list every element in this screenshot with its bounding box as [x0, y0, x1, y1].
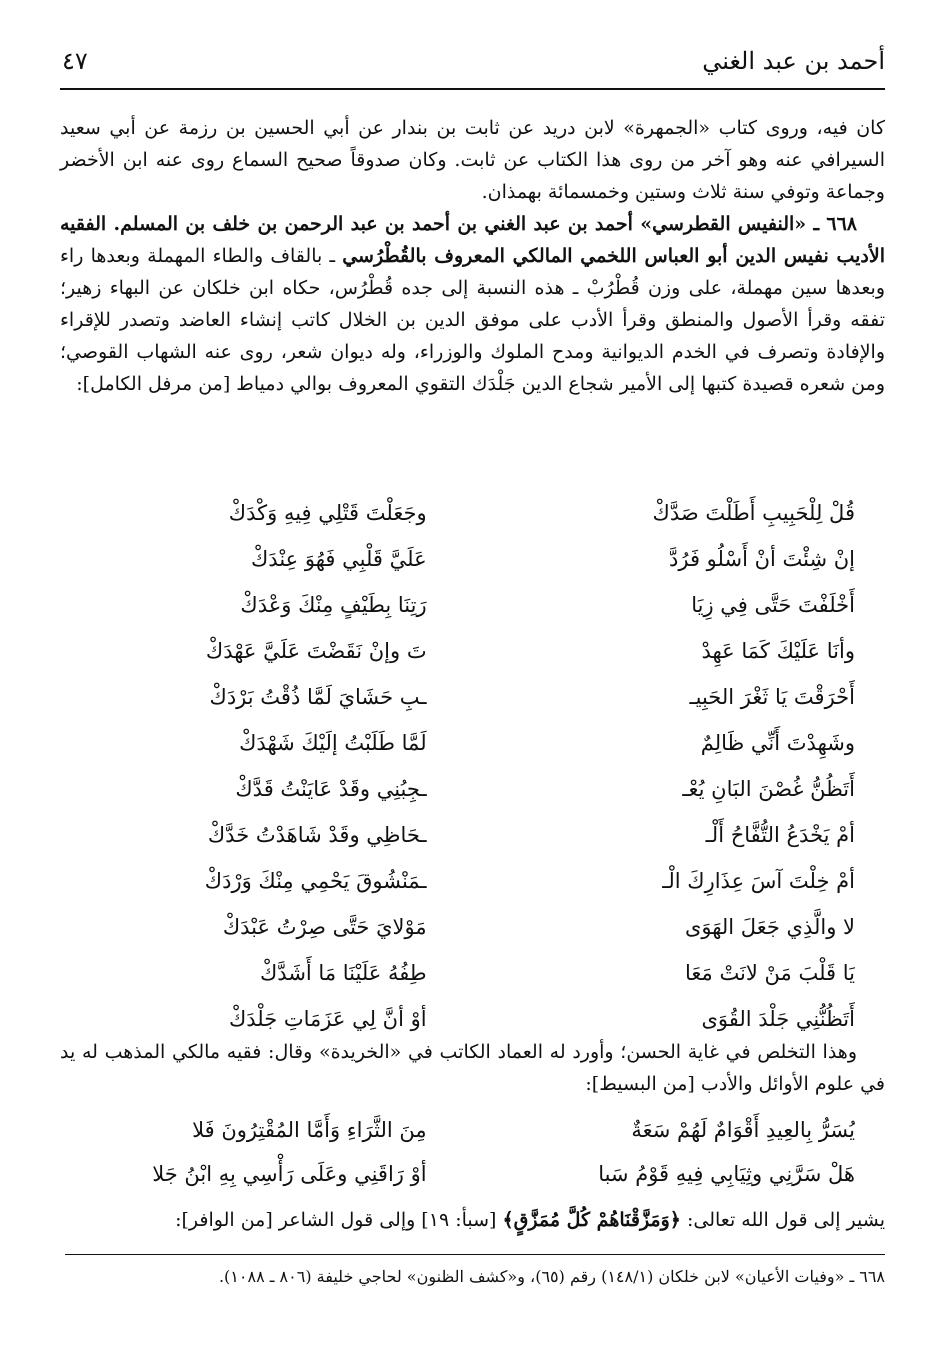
poem-verse [90, 950, 855, 996]
poem-verse [90, 720, 855, 766]
header-divider [60, 88, 885, 90]
poem-verse [90, 674, 855, 720]
intro-paragraph: كان فيه، وروى كتاب «الجمهرة» لابن دريد عن ثابت بن بندار عن أبي الحسين بن رزمة عن أبي سعيد السيرافي عنه وهو آخر من روى هذا الكتاب عن ثابت. وكان صدوقاً صحيح السماع روى عنه ابن الأخضر وجماعة وتوفي سنة ثلاث وستين وخمسمائة بهمذان. [60, 117, 885, 203]
poem-verse [90, 1108, 855, 1152]
verse-second-hemistich: ـجِبُنِي وقَدْ عَايَنْتُ قَدَّكْ [235, 777, 427, 801]
verse-second-hemistich: أوْ رَاقَنِي وعَلَى رَأْسِي بِهِ ابْنُ جَلا [152, 1162, 427, 1186]
verse-second-hemistich: لَمَّا طَلَبْتُ إلَيْكَ شَهْدَكْ [239, 731, 427, 755]
verse-second-hemistich: تَ وإنْ نَقَضْتَ عَلَيَّ عَهْدَكْ [205, 639, 427, 663]
poem-verse [90, 858, 855, 904]
verse-second-hemistich: ـبِ حَشَايَ لَمَّا ذُقْتُ بَرْدَكْ [209, 685, 427, 709]
verse-first-hemistich: يَا قَلْبَ مَنْ لانَتْ مَعَا [684, 961, 855, 985]
poem-main [90, 490, 855, 1042]
verse-second-hemistich: مَوْلايَ حَتَّى صِرْتُ عَبْدَكْ [222, 915, 427, 939]
verse-first-hemistich: هَلْ سَرَّنِي وثِيَابِي فِيهِ قَوْمُ سَبا [598, 1162, 855, 1186]
after-poem-text: وهذا التخلص في غاية الحسن؛ وأورد له العماد الكاتب في «الخريدة» وقال: فقيه مالكي المذهب له يد في علوم الأوائل والأدب [من البسيط]: [60, 1041, 885, 1095]
verse-first-hemistich: وشَهِدْتَ أَنِّي ظَالِمٌ [700, 731, 855, 755]
poem-verse [90, 1152, 855, 1196]
verse-second-hemistich: وجَعَلْتَ قَتْلِي فِيهِ وَكْدَكْ [228, 501, 427, 525]
footnote: ٦٦٨ ـ «وفيات الأعيان» لابن خلكان (١٤٨/١) رقم (٦٥)، و«كشف الظنون» لحاجي خليفة (٨٠٦ ـ ١٠٨٨). [218, 1267, 885, 1286]
verse-first-hemistich: وأنَا عَلَيْكَ كَمَا عَهِدْ [701, 639, 855, 663]
poem-secondary [90, 1108, 855, 1196]
poem-verse [90, 812, 855, 858]
page-number: ٤٧ [62, 47, 88, 75]
verse-first-hemistich: إنْ شِئْتَ أنْ أَسْلُو فَرُدَّ [669, 547, 855, 571]
verse-first-hemistich: أَتَظُنُّ غُصْنَ البَانِ يُعْـ [682, 777, 855, 801]
poem-verse [90, 536, 855, 582]
verse-first-hemistich: أَخْلَفْتَ حَتَّى فِي زِيَا [691, 593, 855, 617]
entry-heading: ٦٦٨ ـ «النفيس القطرسي» أحمد بن عبد الغني بن أحمد بن عبد الرحمن بن خلف بن المسلم. الفقيه الأديب نفيس الدين أبو العباس اللخمي المالكي المعروف بالقُطْرُسي [60, 213, 886, 267]
entry-paragraph [60, 208, 885, 400]
verse-first-hemistich: أَتَظُنُّنِي جَلْدَ القُوَى [701, 1007, 855, 1031]
verse-second-hemistich: رَتِنَا بِطَيْفٍ مِنْكَ وَعْدَكْ [240, 593, 427, 617]
poem-verse [90, 582, 855, 628]
footnote-divider [65, 1254, 885, 1255]
poem-verse [90, 628, 855, 674]
citation-line [60, 1200, 885, 1240]
verse-second-hemistich: عَلَيَّ قَلْبِي فَهُوَ عِنْدَكْ [250, 547, 427, 571]
entry-body: ـ بالقاف والطاء المهملة وبعدها راء وبعدها سين مهملة، على وزن قُطْرُبْ ـ هذه النسبة إلى جده قُطْرُس، حكاه ابن خلكان عن البهاء زهير؛ تفقه وقرأ الأصول والمنطق وقرأ الأدب على موفق الدين بن الخلال كاتب إنشاء العاضد وتصدر للإقراء والإفادة وتصرف في الخدم الديوانية ومدح الملوك والوزراء، وله ديوان شعر، روى عنه الشهاب القوصي؛ ومن شعره قصيدة كتبها إلى الأمير شجاع الدين جَلْدَك التقوي المعروف بوالي دمياط [من مرفل الكامل]: [60, 245, 885, 395]
main-text [60, 112, 885, 400]
citation-suffix: [سبأ: ١٩] وإلى قول الشاعر [من الوافر]: [175, 1209, 503, 1231]
after-poem-paragraph [60, 1036, 885, 1100]
verse-first-hemistich: لا والَّذِي جَعَلَ الهَوَى [684, 915, 855, 939]
poem-verse [90, 490, 855, 536]
poem-verse [90, 766, 855, 812]
verse-first-hemistich: أمْ يَخْدَعُ التُّفَّاحُ أَلْـ [705, 823, 855, 847]
verse-second-hemistich: ـحَاظِي وقَدْ شَاهَدْتُ خَدَّكْ [207, 823, 427, 847]
verse-first-hemistich: يُسَرُّ بِالعِيدِ أَقْوَامٌ لَهُمْ سَعَةٌ [631, 1118, 855, 1142]
verse-second-hemistich: ـمَنْشُوقَ يَحْمِي مِنْكَ وَرْدَكْ [204, 869, 427, 893]
verse-second-hemistich: أوْ أنَّ لِي عَزَمَاتِ جَلْدَكْ [228, 1007, 427, 1031]
poem-verse [90, 904, 855, 950]
verse-first-hemistich: أمْ خِلْتَ آسَ عِذَارِكَ الْـ [662, 869, 855, 893]
running-header-title: أحمد بن عبد الغني [702, 47, 885, 75]
quran-verse: ﴿وَمَزَّقْنَاهُمْ كُلَّ مُمَزَّقٍ﴾ [502, 1209, 681, 1231]
verse-first-hemistich: قُلْ لِلْحَبِيبِ أَطَلْتَ صَدَّكْ [652, 501, 855, 525]
citation-prefix: يشير إلى قول الله تعالى: [680, 1209, 885, 1231]
verse-first-hemistich: أَحْرَقْتَ يَا ثَغْرَ الحَبِيـ [689, 685, 855, 709]
verse-second-hemistich: طِفُهُ عَلَيْنَا مَا أَشَدَّكْ [260, 961, 427, 985]
verse-second-hemistich: مِنَ الثَّرَاءِ وَأَمَّا المُقْتِرُونَ فَلا [192, 1118, 427, 1142]
